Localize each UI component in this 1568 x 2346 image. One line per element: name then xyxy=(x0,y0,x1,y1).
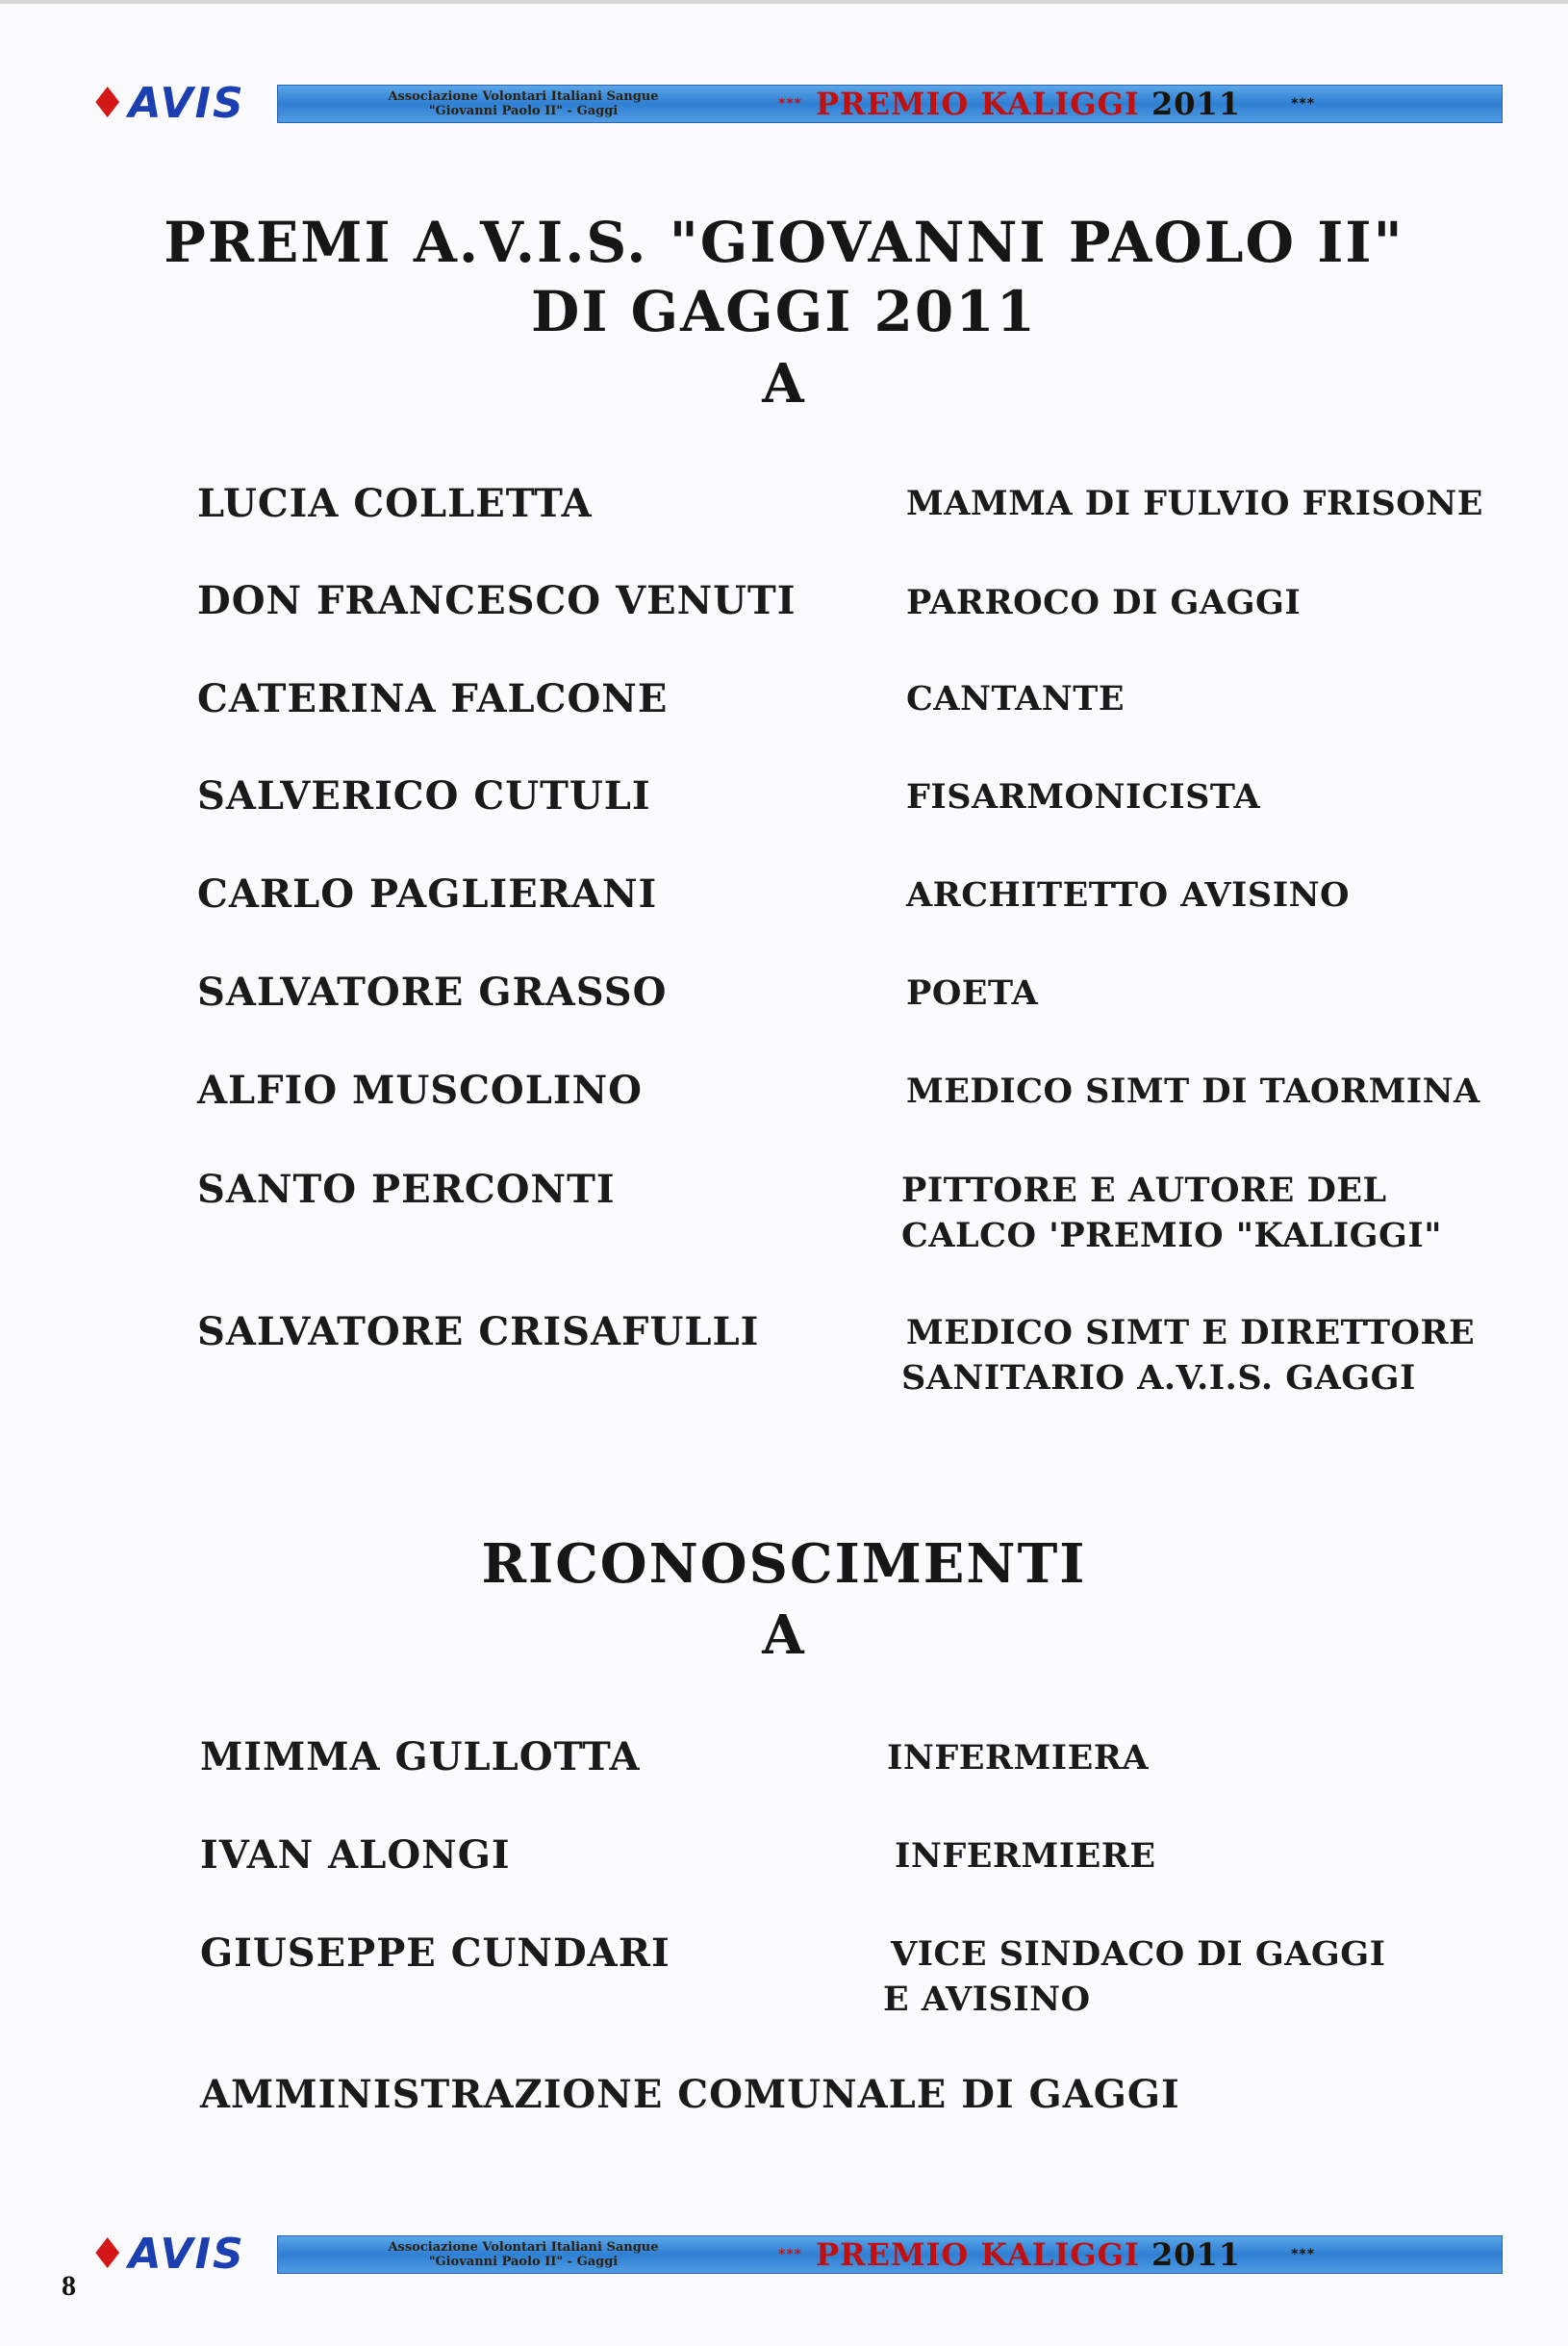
prize-year: 2011 xyxy=(1151,86,1242,122)
municipal-administration: AMMINISTRAZIONE COMUNALE DI GAGGI xyxy=(200,2072,1180,2117)
prize-name: PREMIO KALIGGI xyxy=(815,86,1140,122)
award-name: SALVATORE GRASSO xyxy=(197,970,668,1015)
recognition-role: VICE SINDACO DI GAGGI xyxy=(891,1934,1386,1974)
logo-text: AVIS xyxy=(128,79,245,128)
stars-left: *** xyxy=(778,96,802,112)
award-name: LUCIA COLLETTA xyxy=(197,481,593,526)
title-line-2: DI GAGGI 2011 xyxy=(531,279,1037,344)
award-role: ARCHITETTO AVISINO xyxy=(906,875,1351,915)
award-role: FISARMONICISTA xyxy=(906,777,1261,817)
award-name: ALFIO MUSCOLINO xyxy=(197,1068,644,1113)
award-role: MEDICO SIMT DI TAORMINA xyxy=(906,1072,1480,1111)
prize-year: 2011 xyxy=(1151,2236,1242,2273)
recognition-role: INFERMIERA xyxy=(887,1738,1150,1778)
association-name xyxy=(278,2240,769,2269)
logo-text: AVIS xyxy=(128,2230,245,2279)
footer-banner xyxy=(89,2230,1503,2279)
recognition-name: IVAN ALONGI xyxy=(200,1832,511,1878)
blood-drop-icon: ♦ xyxy=(89,79,129,128)
recognition-role-line-2: E AVISINO xyxy=(883,1980,1091,2019)
stars-right: *** xyxy=(1291,96,1316,112)
award-name: SALVATORE CRISAFULLI xyxy=(197,1309,760,1354)
award-name: DON FRANCESCO VENUTI xyxy=(197,578,797,623)
award-role: PARROCO DI GAGGI xyxy=(906,583,1302,622)
award-role: MEDICO SIMT E DIRETTORE xyxy=(906,1313,1476,1352)
award-name: CATERINA FALCONE xyxy=(197,676,669,721)
association-line-2: "Giovanni Paolo II" - Gaggi xyxy=(428,104,619,118)
avis-logo xyxy=(89,79,277,128)
award-role-line-2: SANITARIO A.V.I.S. GAGGI xyxy=(901,1358,1416,1398)
award-role: PITTORE E AUTORE DEL xyxy=(901,1171,1387,1210)
blood-drop-icon: ♦ xyxy=(89,2230,129,2279)
stars-left: *** xyxy=(778,2247,802,2262)
prize-title xyxy=(816,85,1241,123)
award-role: POETA xyxy=(906,973,1039,1013)
prize-name: PREMIO KALIGGI xyxy=(815,2236,1140,2273)
title-line-3: A xyxy=(762,352,806,416)
association-name xyxy=(278,89,769,118)
banner-strip xyxy=(277,85,1503,123)
recognition-name: MIMMA GULLOTTA xyxy=(200,1734,641,1779)
avis-logo xyxy=(89,2230,277,2279)
riconoscimenti-sub: A xyxy=(762,1603,806,1667)
association-line-2: "Giovanni Paolo II" - Gaggi xyxy=(428,2255,619,2269)
title-line-1: PREMI A.V.I.S. "GIOVANNI PAOLO II" xyxy=(164,210,1404,275)
award-role: CANTANTE xyxy=(906,679,1125,719)
riconoscimenti-title: RICONOSCIMENTI xyxy=(481,1532,1087,1596)
award-role-line-2: CALCO 'PREMIO "KALIGGI" xyxy=(901,1216,1442,1255)
award-name: SALVERICO CUTULI xyxy=(197,773,651,819)
recognition-name: GIUSEPPE CUNDARI xyxy=(200,1930,670,1976)
association-line-1: Associazione Volontari Italiani Sangue xyxy=(388,2240,659,2255)
page-number: 8 xyxy=(62,2270,76,2302)
stars-right: *** xyxy=(1291,2247,1316,2262)
prize-title xyxy=(816,2235,1241,2274)
header-banner xyxy=(89,79,1503,128)
award-name: CARLO PAGLIERANI xyxy=(197,871,658,917)
association-line-1: Associazione Volontari Italiani Sangue xyxy=(388,89,659,104)
award-name: SANTO PERCONTI xyxy=(197,1167,616,1212)
recognition-role: INFERMIERE xyxy=(895,1836,1156,1876)
award-role: MAMMA DI FULVIO FRISONE xyxy=(906,484,1483,523)
banner-strip xyxy=(277,2235,1503,2274)
